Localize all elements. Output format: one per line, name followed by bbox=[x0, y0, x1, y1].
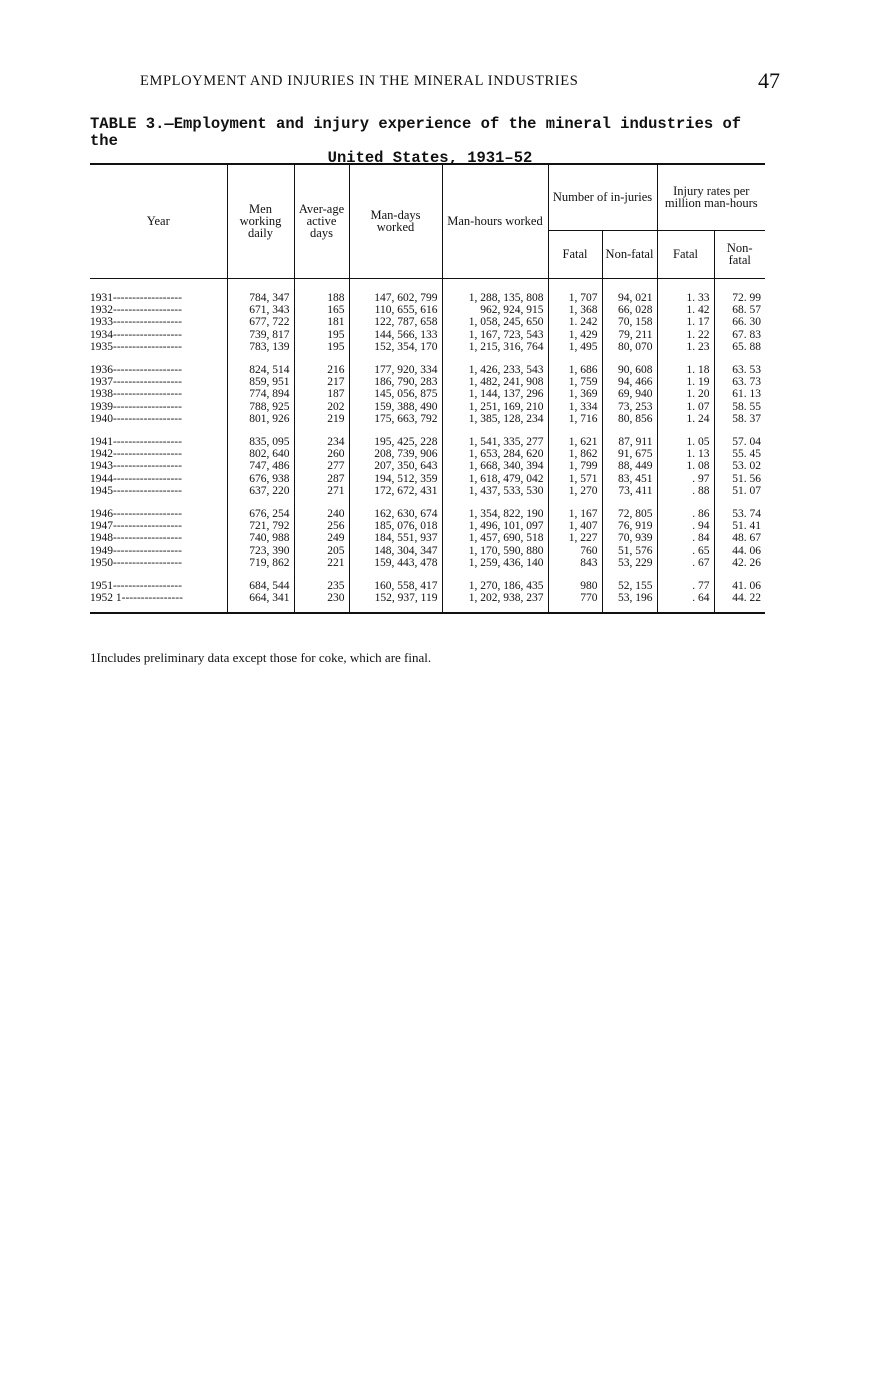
cell-rate-fatal: 1. 17 bbox=[657, 316, 714, 328]
cell-injuries-nonfatal: 94, 021 bbox=[602, 292, 657, 304]
cell-men-working-daily: 684, 544 bbox=[227, 580, 294, 592]
cell-rate-nonfatal: 72. 99 bbox=[714, 292, 765, 304]
cell-man-days-worked: 160, 558, 417 bbox=[349, 580, 442, 592]
cell-average-active-days: 195 bbox=[294, 341, 349, 353]
cell-injuries-nonfatal: 90, 608 bbox=[602, 364, 657, 376]
cell-rate-nonfatal: 41. 06 bbox=[714, 580, 765, 592]
table-row bbox=[90, 520, 765, 532]
cell-men-working-daily: 774, 894 bbox=[227, 388, 294, 400]
row-spacer bbox=[90, 354, 765, 364]
cell-man-days-worked: 144, 566, 133 bbox=[349, 329, 442, 341]
cell-rate-fatal: . 84 bbox=[657, 532, 714, 544]
table-row bbox=[90, 532, 765, 544]
cell-injuries-fatal: 1, 227 bbox=[548, 532, 602, 544]
cell-average-active-days: 181 bbox=[294, 316, 349, 328]
row-spacer bbox=[90, 278, 765, 292]
table-caption bbox=[90, 116, 770, 167]
table-row bbox=[90, 545, 765, 557]
cell-injuries-fatal: 770 bbox=[548, 592, 602, 604]
page-number: 47 bbox=[758, 68, 780, 93]
cell-injuries-fatal: 1, 334 bbox=[548, 401, 602, 413]
row-spacer bbox=[90, 570, 765, 580]
cell-injuries-nonfatal: 70, 939 bbox=[602, 532, 657, 544]
cell-men-working-daily: 671, 343 bbox=[227, 304, 294, 316]
header-man-hours-worked: Man-hours worked bbox=[442, 164, 548, 278]
row-spacer bbox=[90, 498, 765, 508]
cell-men-working-daily: 676, 254 bbox=[227, 508, 294, 520]
table-row bbox=[90, 448, 765, 460]
table-row bbox=[90, 413, 765, 425]
cell-man-days-worked: 175, 663, 792 bbox=[349, 413, 442, 425]
cell-rate-fatal: . 86 bbox=[657, 508, 714, 520]
cell-rate-fatal: 1. 19 bbox=[657, 376, 714, 388]
cell-injuries-fatal: 980 bbox=[548, 580, 602, 592]
cell-year: 1932------------------ bbox=[90, 303, 182, 316]
cell-average-active-days: 217 bbox=[294, 376, 349, 388]
cell-men-working-daily: 802, 640 bbox=[227, 448, 294, 460]
cell-rate-nonfatal: 67. 83 bbox=[714, 329, 765, 341]
cell-man-hours-worked: 1, 058, 245, 650 bbox=[442, 316, 548, 328]
table-row bbox=[90, 557, 765, 569]
cell-average-active-days: 205 bbox=[294, 545, 349, 557]
cell-man-hours-worked: 1, 144, 137, 296 bbox=[442, 388, 548, 400]
cell-average-active-days: 240 bbox=[294, 508, 349, 520]
cell-man-hours-worked: 1, 385, 128, 234 bbox=[442, 413, 548, 425]
cell-man-days-worked: 145, 056, 875 bbox=[349, 388, 442, 400]
cell-injuries-fatal: 1, 799 bbox=[548, 460, 602, 472]
cell-average-active-days: 165 bbox=[294, 304, 349, 316]
cell-injuries-nonfatal: 83, 451 bbox=[602, 473, 657, 485]
table-row bbox=[90, 485, 765, 497]
cell-man-hours-worked: 1, 170, 590, 880 bbox=[442, 545, 548, 557]
cell-men-working-daily: 788, 925 bbox=[227, 401, 294, 413]
cell-year: 1952 1---------------- bbox=[90, 592, 183, 605]
cell-man-hours-worked: 1, 668, 340, 394 bbox=[442, 460, 548, 472]
cell-rate-nonfatal: 63. 73 bbox=[714, 376, 765, 388]
cell-men-working-daily: 739, 817 bbox=[227, 329, 294, 341]
cell-rate-nonfatal: 48. 67 bbox=[714, 532, 765, 544]
cell-man-hours-worked: 1, 202, 938, 237 bbox=[442, 592, 548, 604]
cell-man-days-worked: 195, 425, 228 bbox=[349, 436, 442, 448]
cell-average-active-days: 271 bbox=[294, 485, 349, 497]
cell-injuries-fatal: 1, 621 bbox=[548, 436, 602, 448]
data-table bbox=[90, 163, 765, 614]
cell-injuries-nonfatal: 53, 229 bbox=[602, 557, 657, 569]
cell-man-days-worked: 186, 790, 283 bbox=[349, 376, 442, 388]
cell-injuries-fatal: 1, 270 bbox=[548, 485, 602, 497]
cell-average-active-days: 260 bbox=[294, 448, 349, 460]
caption-line-2: United States, 1931–52 bbox=[327, 149, 533, 167]
cell-rate-nonfatal: 68. 57 bbox=[714, 304, 765, 316]
cell-injuries-fatal: 1, 716 bbox=[548, 413, 602, 425]
cell-year: 1931------------------ bbox=[90, 291, 182, 304]
cell-rate-fatal: 1. 13 bbox=[657, 448, 714, 460]
table-row bbox=[90, 316, 765, 328]
header-injuries-fatal: Fatal bbox=[548, 230, 602, 278]
cell-man-days-worked: 194, 512, 359 bbox=[349, 473, 442, 485]
cell-man-hours-worked: 1, 251, 169, 210 bbox=[442, 401, 548, 413]
cell-year: 1943------------------ bbox=[90, 460, 182, 473]
cell-injuries-fatal: 1. 242 bbox=[548, 316, 602, 328]
cell-men-working-daily: 835, 095 bbox=[227, 436, 294, 448]
table-row bbox=[90, 580, 765, 592]
cell-rate-nonfatal: 66. 30 bbox=[714, 316, 765, 328]
cell-rate-nonfatal: 65. 88 bbox=[714, 341, 765, 353]
cell-injuries-nonfatal: 94, 466 bbox=[602, 376, 657, 388]
cell-average-active-days: 234 bbox=[294, 436, 349, 448]
cell-man-hours-worked: 1, 653, 284, 620 bbox=[442, 448, 548, 460]
cell-rate-fatal: 1. 22 bbox=[657, 329, 714, 341]
header-number-of-injuries: Number of in-juries bbox=[548, 164, 657, 230]
cell-average-active-days: 230 bbox=[294, 592, 349, 604]
cell-average-active-days: 219 bbox=[294, 413, 349, 425]
cell-man-hours-worked: 1, 259, 436, 140 bbox=[442, 557, 548, 569]
cell-average-active-days: 249 bbox=[294, 532, 349, 544]
cell-rate-nonfatal: 51. 07 bbox=[714, 485, 765, 497]
cell-men-working-daily: 723, 390 bbox=[227, 545, 294, 557]
cell-injuries-fatal: 1, 167 bbox=[548, 508, 602, 520]
cell-man-hours-worked: 1, 618, 479, 042 bbox=[442, 473, 548, 485]
cell-average-active-days: 287 bbox=[294, 473, 349, 485]
cell-injuries-nonfatal: 73, 253 bbox=[602, 401, 657, 413]
cell-man-hours-worked: 1, 482, 241, 908 bbox=[442, 376, 548, 388]
cell-injuries-fatal: 760 bbox=[548, 545, 602, 557]
cell-injuries-fatal: 1, 686 bbox=[548, 364, 602, 376]
cell-men-working-daily: 784, 347 bbox=[227, 292, 294, 304]
cell-man-hours-worked: 1, 288, 135, 808 bbox=[442, 292, 548, 304]
cell-year: 1950------------------ bbox=[90, 557, 182, 570]
cell-injuries-fatal: 1, 368 bbox=[548, 304, 602, 316]
table-row bbox=[90, 592, 765, 604]
cell-year: 1934------------------ bbox=[90, 328, 182, 341]
header-year: Year bbox=[90, 164, 227, 278]
cell-rate-fatal: 1. 07 bbox=[657, 401, 714, 413]
cell-men-working-daily: 783, 139 bbox=[227, 341, 294, 353]
cell-injuries-fatal: 1, 369 bbox=[548, 388, 602, 400]
cell-man-hours-worked: 1, 270, 186, 435 bbox=[442, 580, 548, 592]
cell-average-active-days: 221 bbox=[294, 557, 349, 569]
header-average-active-days: Aver-age active days bbox=[294, 164, 349, 278]
cell-rate-fatal: 1. 23 bbox=[657, 341, 714, 353]
cell-man-hours-worked: 1, 437, 533, 530 bbox=[442, 485, 548, 497]
cell-rate-fatal: . 77 bbox=[657, 580, 714, 592]
cell-year: 1937------------------ bbox=[90, 375, 182, 388]
cell-year: 1945------------------ bbox=[90, 485, 182, 498]
cell-man-days-worked: 159, 388, 490 bbox=[349, 401, 442, 413]
cell-man-days-worked: 110, 655, 616 bbox=[349, 304, 442, 316]
cell-year: 1933------------------ bbox=[90, 316, 182, 329]
cell-rate-nonfatal: 63. 53 bbox=[714, 364, 765, 376]
cell-injuries-nonfatal: 79, 211 bbox=[602, 329, 657, 341]
cell-rate-fatal: 1. 18 bbox=[657, 364, 714, 376]
cell-man-days-worked: 172, 672, 431 bbox=[349, 485, 442, 497]
cell-year: 1941------------------ bbox=[90, 435, 182, 448]
cell-man-days-worked: 162, 630, 674 bbox=[349, 508, 442, 520]
cell-rate-nonfatal: 57. 04 bbox=[714, 436, 765, 448]
cell-man-days-worked: 148, 304, 347 bbox=[349, 545, 442, 557]
cell-man-days-worked: 152, 354, 170 bbox=[349, 341, 442, 353]
cell-men-working-daily: 801, 926 bbox=[227, 413, 294, 425]
cell-rate-fatal: . 65 bbox=[657, 545, 714, 557]
cell-injuries-nonfatal: 80, 856 bbox=[602, 413, 657, 425]
cell-men-working-daily: 664, 341 bbox=[227, 592, 294, 604]
cell-men-working-daily: 719, 862 bbox=[227, 557, 294, 569]
table-row bbox=[90, 508, 765, 520]
table-row bbox=[90, 388, 765, 400]
cell-rate-fatal: 1. 24 bbox=[657, 413, 714, 425]
cell-injuries-nonfatal: 73, 411 bbox=[602, 485, 657, 497]
header-man-days-worked: Man-days worked bbox=[349, 164, 442, 278]
header-injuries-nonfatal: Non-fatal bbox=[602, 230, 657, 278]
cell-injuries-nonfatal: 69, 940 bbox=[602, 388, 657, 400]
cell-rate-fatal: . 64 bbox=[657, 592, 714, 604]
table-row bbox=[90, 304, 765, 316]
cell-man-days-worked: 122, 787, 658 bbox=[349, 316, 442, 328]
cell-rate-fatal: . 67 bbox=[657, 557, 714, 569]
cell-year: 1946------------------ bbox=[90, 507, 182, 520]
cell-man-days-worked: 207, 350, 643 bbox=[349, 460, 442, 472]
cell-rate-fatal: . 97 bbox=[657, 473, 714, 485]
cell-injuries-fatal: 1, 707 bbox=[548, 292, 602, 304]
cell-rate-nonfatal: 51. 41 bbox=[714, 520, 765, 532]
cell-rate-nonfatal: 42. 26 bbox=[714, 557, 765, 569]
cell-man-days-worked: 147, 602, 799 bbox=[349, 292, 442, 304]
cell-man-hours-worked: 962, 924, 915 bbox=[442, 304, 548, 316]
cell-men-working-daily: 859, 951 bbox=[227, 376, 294, 388]
cell-man-hours-worked: 1, 426, 233, 543 bbox=[442, 364, 548, 376]
cell-rate-fatal: 1. 20 bbox=[657, 388, 714, 400]
cell-year: 1935------------------ bbox=[90, 341, 182, 354]
cell-average-active-days: 195 bbox=[294, 329, 349, 341]
cell-average-active-days: 188 bbox=[294, 292, 349, 304]
cell-rate-fatal: . 94 bbox=[657, 520, 714, 532]
cell-injuries-fatal: 1, 571 bbox=[548, 473, 602, 485]
cell-injuries-fatal: 1, 429 bbox=[548, 329, 602, 341]
cell-rate-fatal: 1. 08 bbox=[657, 460, 714, 472]
cell-injuries-nonfatal: 91, 675 bbox=[602, 448, 657, 460]
cell-rate-nonfatal: 58. 37 bbox=[714, 413, 765, 425]
cell-injuries-nonfatal: 87, 911 bbox=[602, 436, 657, 448]
cell-rate-nonfatal: 44. 06 bbox=[714, 545, 765, 557]
cell-year: 1936------------------ bbox=[90, 363, 182, 376]
cell-men-working-daily: 676, 938 bbox=[227, 473, 294, 485]
cell-men-working-daily: 637, 220 bbox=[227, 485, 294, 497]
cell-rate-fatal: . 88 bbox=[657, 485, 714, 497]
cell-man-days-worked: 185, 076, 018 bbox=[349, 520, 442, 532]
cell-injuries-nonfatal: 88, 449 bbox=[602, 460, 657, 472]
cell-injuries-fatal: 1, 759 bbox=[548, 376, 602, 388]
cell-man-days-worked: 177, 920, 334 bbox=[349, 364, 442, 376]
cell-man-days-worked: 184, 551, 937 bbox=[349, 532, 442, 544]
cell-average-active-days: 187 bbox=[294, 388, 349, 400]
cell-man-hours-worked: 1, 167, 723, 543 bbox=[442, 329, 548, 341]
cell-rate-nonfatal: 51. 56 bbox=[714, 473, 765, 485]
table-row bbox=[90, 436, 765, 448]
table-row bbox=[90, 376, 765, 388]
cell-man-days-worked: 152, 937, 119 bbox=[349, 592, 442, 604]
table-row bbox=[90, 329, 765, 341]
cell-men-working-daily: 824, 514 bbox=[227, 364, 294, 376]
cell-injuries-fatal: 1, 862 bbox=[548, 448, 602, 460]
cell-injuries-nonfatal: 53, 196 bbox=[602, 592, 657, 604]
cell-man-days-worked: 208, 739, 906 bbox=[349, 448, 442, 460]
cell-year: 1939------------------ bbox=[90, 400, 182, 413]
cell-average-active-days: 235 bbox=[294, 580, 349, 592]
cell-injuries-nonfatal: 51, 576 bbox=[602, 545, 657, 557]
table-body bbox=[90, 278, 765, 613]
cell-man-hours-worked: 1, 541, 335, 277 bbox=[442, 436, 548, 448]
cell-average-active-days: 256 bbox=[294, 520, 349, 532]
cell-men-working-daily: 677, 722 bbox=[227, 316, 294, 328]
cell-man-hours-worked: 1, 354, 822, 190 bbox=[442, 508, 548, 520]
table-row bbox=[90, 364, 765, 376]
cell-year: 1948------------------ bbox=[90, 532, 182, 545]
cell-year: 1940------------------ bbox=[90, 413, 182, 426]
table-row bbox=[90, 292, 765, 304]
running-title: EMPLOYMENT AND INJURIES IN THE MINERAL INDUSTRIES bbox=[140, 73, 579, 89]
cell-men-working-daily: 747, 486 bbox=[227, 460, 294, 472]
cell-year: 1942------------------ bbox=[90, 447, 182, 460]
cell-injuries-nonfatal: 52, 155 bbox=[602, 580, 657, 592]
cell-rate-nonfatal: 53. 74 bbox=[714, 508, 765, 520]
cell-men-working-daily: 740, 988 bbox=[227, 532, 294, 544]
row-spacer bbox=[90, 604, 765, 613]
cell-injuries-nonfatal: 76, 919 bbox=[602, 520, 657, 532]
header-rates-fatal: Fatal bbox=[657, 230, 714, 278]
cell-man-hours-worked: 1, 496, 101, 097 bbox=[442, 520, 548, 532]
table-row bbox=[90, 401, 765, 413]
cell-rate-fatal: 1. 42 bbox=[657, 304, 714, 316]
header-rates-nonfatal: Non-fatal bbox=[714, 230, 765, 278]
cell-rate-nonfatal: 44. 22 bbox=[714, 592, 765, 604]
header-men-working-daily: Men working daily bbox=[227, 164, 294, 278]
cell-man-hours-worked: 1, 215, 316, 764 bbox=[442, 341, 548, 353]
cell-rate-fatal: 1. 33 bbox=[657, 292, 714, 304]
table-row bbox=[90, 341, 765, 353]
cell-average-active-days: 216 bbox=[294, 364, 349, 376]
cell-injuries-nonfatal: 70, 158 bbox=[602, 316, 657, 328]
footnote: 1Includes preliminary data except those for coke, which are final. bbox=[90, 650, 432, 665]
cell-year: 1947------------------ bbox=[90, 520, 182, 532]
header-injury-rates: Injury rates per million man-hours bbox=[657, 164, 765, 230]
cell-rate-fatal: 1. 05 bbox=[657, 436, 714, 448]
table-row bbox=[90, 460, 765, 472]
cell-rate-nonfatal: 61. 13 bbox=[714, 388, 765, 400]
cell-year: 1938------------------ bbox=[90, 388, 182, 401]
row-spacer bbox=[90, 426, 765, 436]
table-row bbox=[90, 473, 765, 485]
cell-rate-nonfatal: 58. 55 bbox=[714, 401, 765, 413]
cell-average-active-days: 202 bbox=[294, 401, 349, 413]
cell-injuries-nonfatal: 66, 028 bbox=[602, 304, 657, 316]
cell-injuries-nonfatal: 72, 805 bbox=[602, 508, 657, 520]
cell-man-hours-worked: 1, 457, 690, 518 bbox=[442, 532, 548, 544]
cell-injuries-fatal: 1, 495 bbox=[548, 341, 602, 353]
cell-average-active-days: 277 bbox=[294, 460, 349, 472]
cell-injuries-nonfatal: 80, 070 bbox=[602, 341, 657, 353]
cell-rate-nonfatal: 53. 02 bbox=[714, 460, 765, 472]
cell-rate-nonfatal: 55. 45 bbox=[714, 448, 765, 460]
cell-year: 1951------------------ bbox=[90, 579, 182, 592]
cell-year: 1949------------------ bbox=[90, 544, 182, 557]
cell-injuries-fatal: 1, 407 bbox=[548, 520, 602, 532]
cell-injuries-fatal: 843 bbox=[548, 557, 602, 569]
cell-men-working-daily: 721, 792 bbox=[227, 520, 294, 532]
caption-line-1: TABLE 3.—Employment and injury experience of the mineral industries of the bbox=[90, 115, 742, 150]
cell-year: 1944------------------ bbox=[90, 472, 182, 485]
cell-man-days-worked: 159, 443, 478 bbox=[349, 557, 442, 569]
